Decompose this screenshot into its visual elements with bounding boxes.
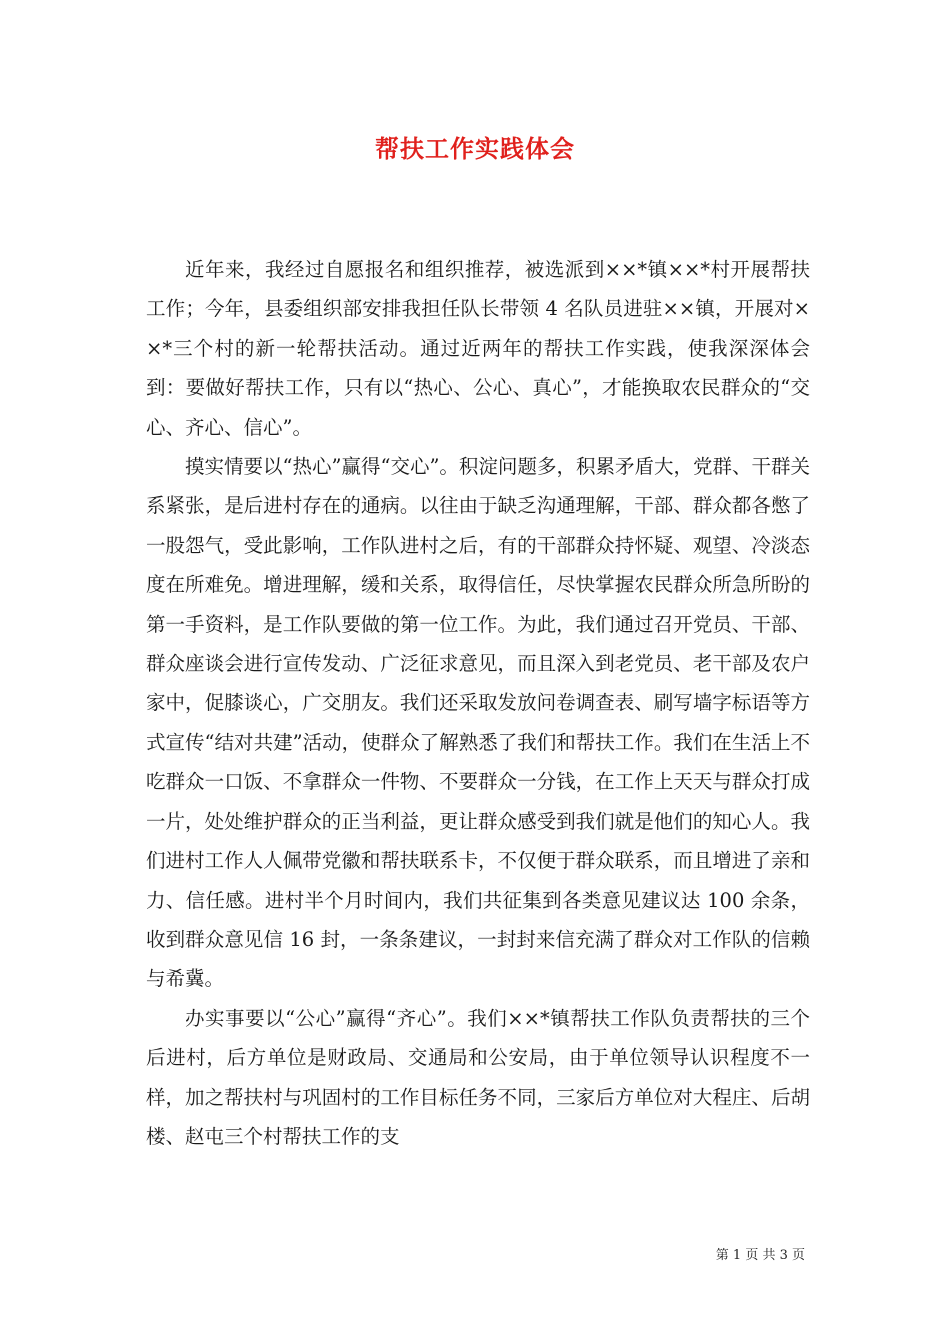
paragraph-public-heart: 办实事要以“公心”赢得“齐心”。我们××*镇帮扶工作队负责帮扶的三个后进村，后方单位是财政局、交通局和公安局，由于单位领导认识程度不一样，加之帮扶村与巩固村的工作目标任务不同，三家后方单位对大程庄、后胡楼、赵屯三个村帮扶工作的支 <box>146 1006 810 1148</box>
paragraph-warm-heart: 摸实情要以“热心”赢得“交心”。积淀问题多，积累矛盾大，党群、干群关系紧张，是后进村存在的通病。以往由于缺乏沟通理解，干部、群众都各憋了一股怨气，受此影响，工作队进村之后，有的干部群众持怀疑、观望、冷淡态度在所难免。增进理解，缓和关系，取得信任，尽快掌握农民群众所急所盼的第一手资料，是工作队要做的第一位工作。为此，我们通过召开党员、干部、群众座谈会进行宣传发动、广泛征求意见，而且深入到老党员、老干部及农户家中，促膝谈心，广交朋友。我们还采取发放问卷调查表、刷写墙字标语等方式宣传“结对共建”活动，使群众了解熟悉了我们和帮扶工作。我们在生活上不吃群众一口饭、不拿群众一件物、不要群众一分钱，在工作上天天与群众打成一片，处处维护群众的正当利益，更让群众感受到我们就是他们的知心人。我们进村工作人人佩带党徽和帮扶联系卡，不仅便于群众联系，而且增进了亲和力、信任感。进村半个月时间内，我们共征集到各类意见建议达 100 余条，收到群众意见信 16 封，一条条建议，一封封来信充满了群众对工作队的信赖与希冀。 <box>146 455 810 991</box>
document-body <box>146 250 810 1156</box>
page-indicator: 第 1 页 共 3 页 <box>715 1248 805 1263</box>
paragraph-intro: 近年来，我经过自愿报名和组织推荐，被选派到××*镇××*村开展帮扶工作；今年，县委组织部安排我担任队长带领 4 名队员进驻××镇，开展对××*三个村的新一轮帮扶活动。通过近两年的帮扶工作实践，使我深深体会到：要做好帮扶工作，只有以“热心、公心、真心”，才能换取农民群众的“交心、齐心、信心”。 <box>146 258 810 439</box>
document-title: 帮扶工作实践体会 <box>375 134 575 163</box>
